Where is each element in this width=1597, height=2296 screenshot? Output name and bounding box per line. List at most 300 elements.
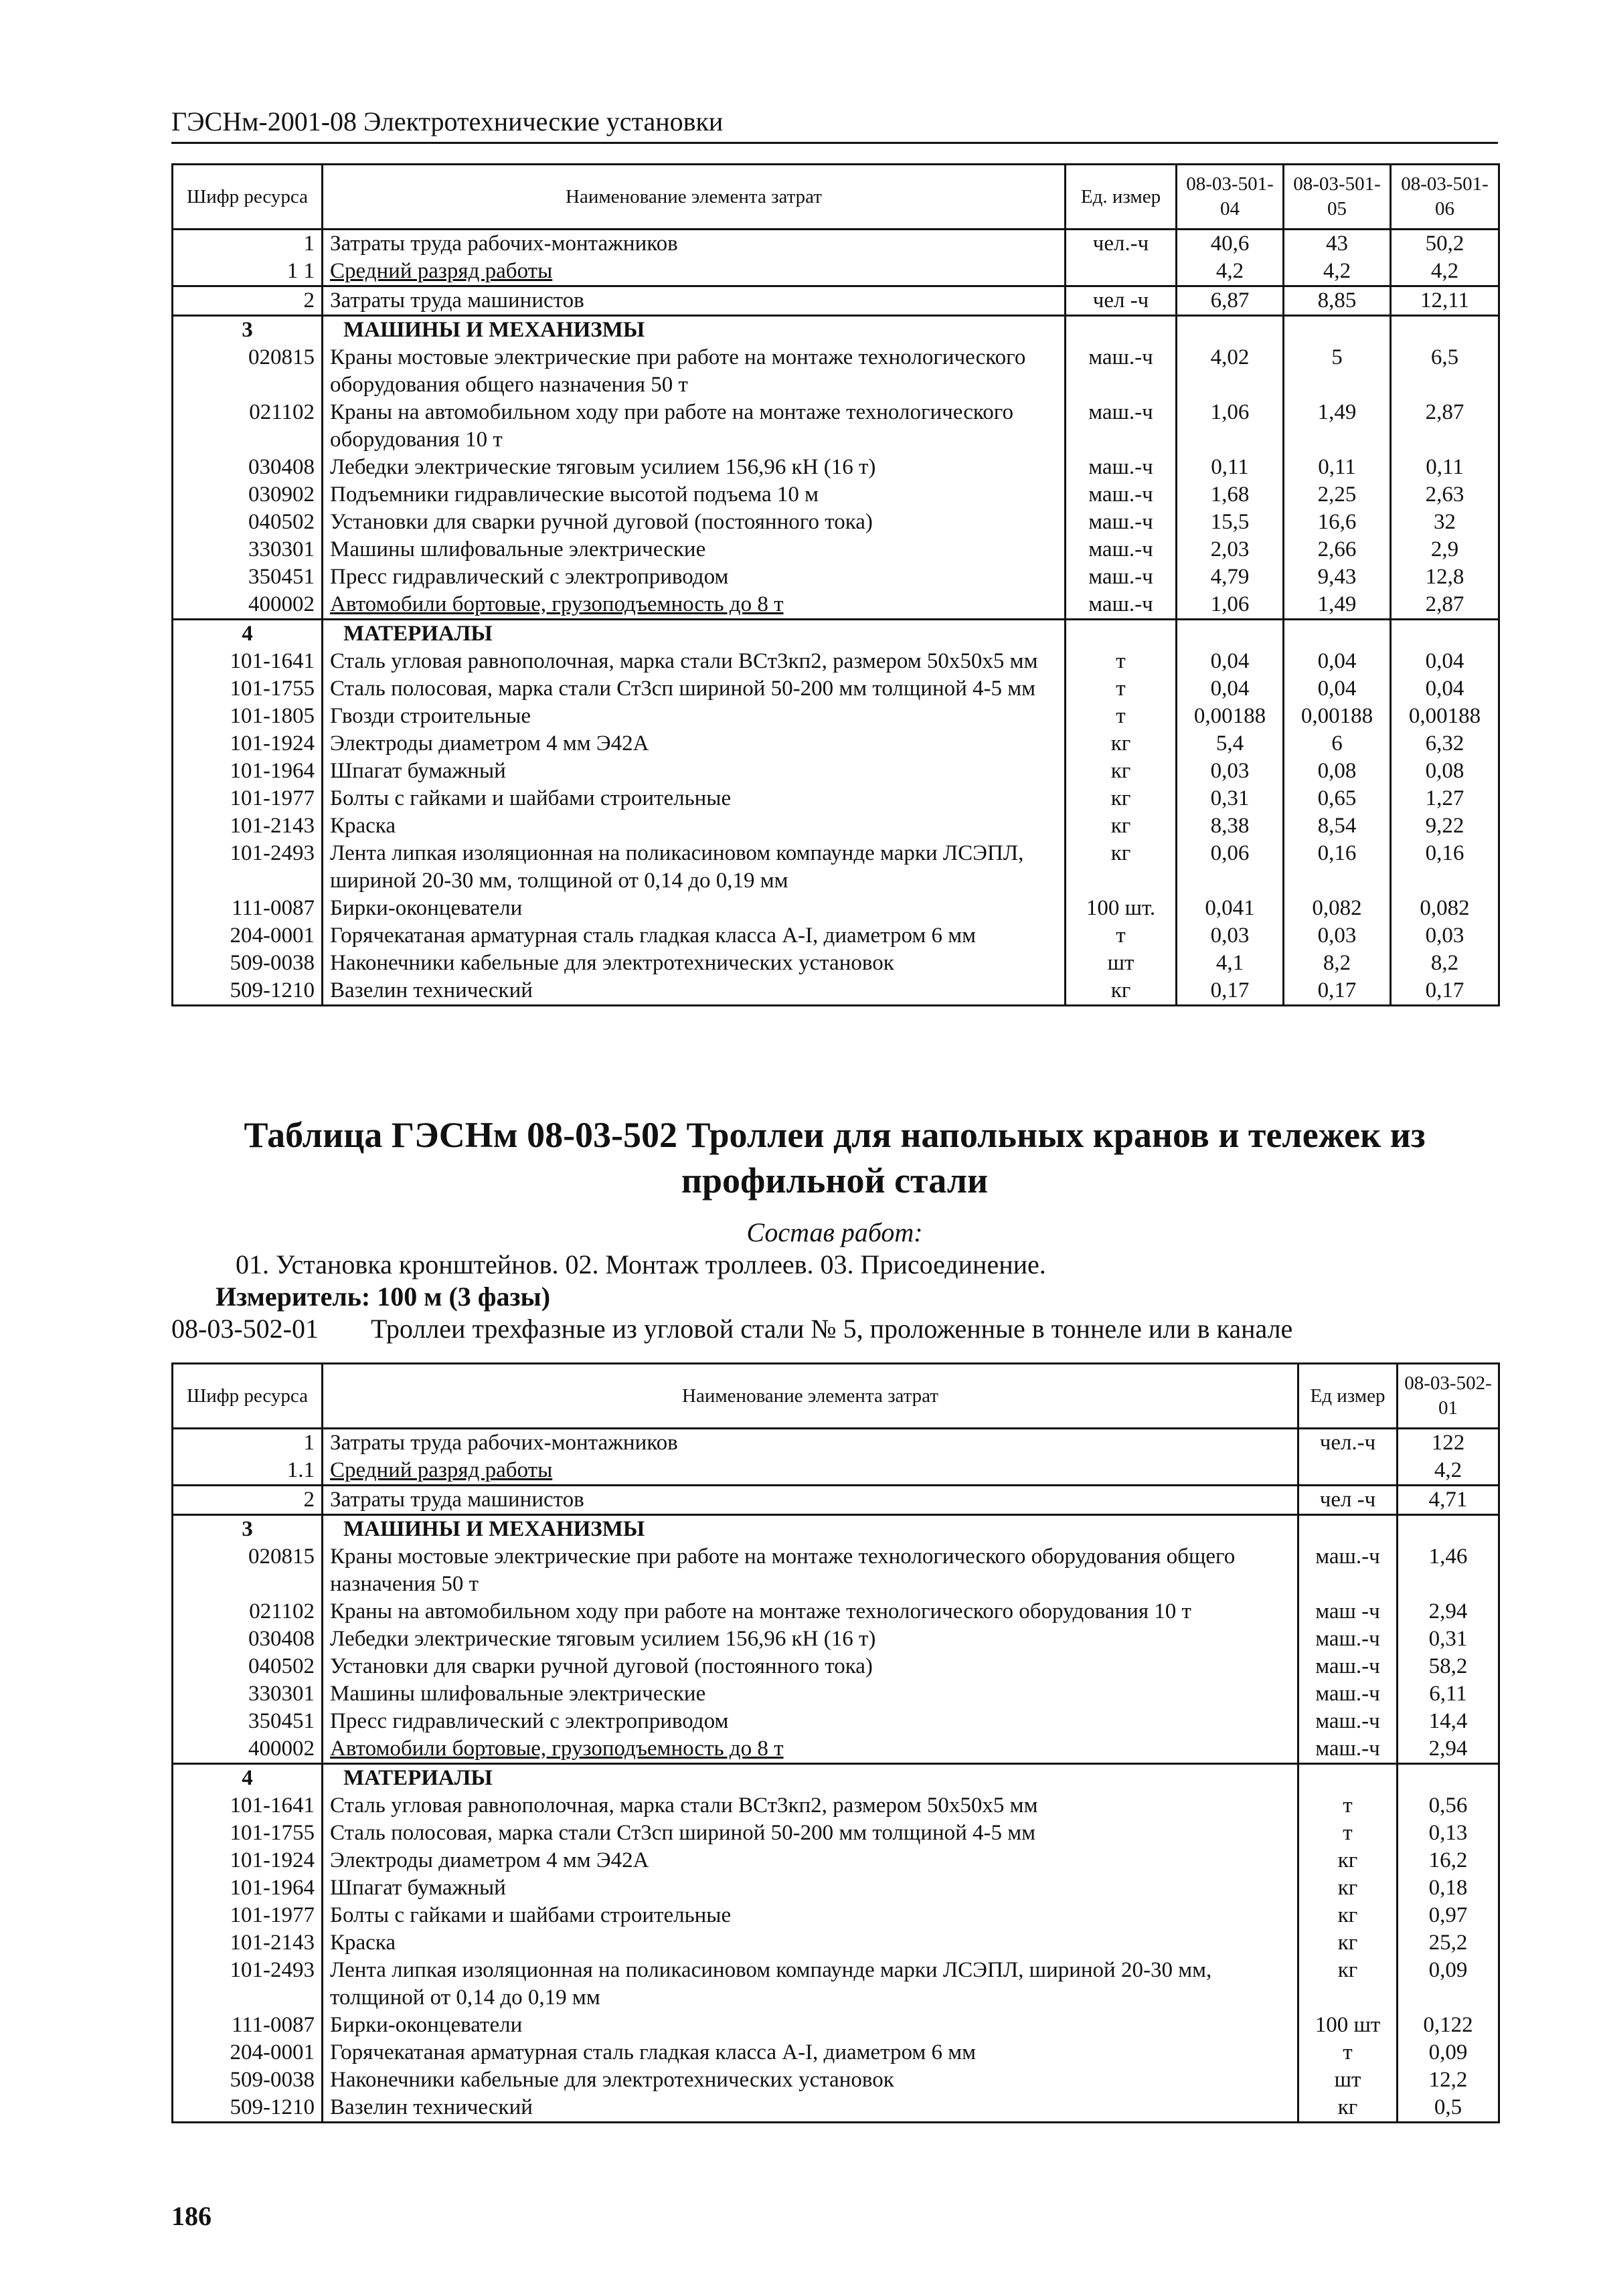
value-cell: 50,2 — [1391, 230, 1499, 258]
value-cell: 0,11 — [1284, 454, 1391, 481]
resource-name-cell: Лебедки электрические тяговым усилием 156,96 кН (16 т) — [323, 1625, 1298, 1653]
resource-code-cell: 101-1977 — [173, 1902, 323, 1929]
resource-name-cell: Электроды диаметром 4 мм Э42А — [323, 730, 1066, 758]
unit-cell: маш -ч — [1298, 1598, 1398, 1625]
resource-name-cell: Средний разряд работы — [323, 1457, 1298, 1486]
table-row — [173, 730, 1499, 758]
value-cell: 1,46 — [1398, 1543, 1499, 1598]
unit-cell — [1066, 258, 1177, 286]
header-code: Шифр ресурса — [173, 165, 323, 230]
table-row — [173, 785, 1499, 812]
resource-name-cell: Автомобили бортовые, грузоподъемность до 8 т — [323, 591, 1066, 620]
value-cell — [1398, 1515, 1499, 1544]
value-cell: 0,04 — [1284, 648, 1391, 675]
value-cell: 0,04 — [1391, 675, 1499, 703]
item-code: 08-03-502-01 — [171, 1314, 319, 1344]
table-row — [173, 675, 1499, 703]
table-row — [173, 950, 1499, 977]
value-cell: 0,041 — [1177, 895, 1284, 922]
value-cell: 1,49 — [1284, 399, 1391, 454]
table-header-row — [173, 1364, 1499, 1429]
unit-cell: маш.-ч — [1298, 1543, 1398, 1598]
value-cell: 0,5 — [1398, 2094, 1499, 2123]
value-cell: 2,66 — [1284, 536, 1391, 563]
table-row — [173, 230, 1499, 258]
table-row — [173, 1625, 1499, 1653]
value-cell: 0,17 — [1284, 977, 1391, 1006]
resource-code-cell: 101-2493 — [173, 840, 323, 895]
value-cell: 43 — [1284, 230, 1391, 258]
value-cell: 0,17 — [1391, 977, 1499, 1006]
resource-name-cell: Краны мостовые электрические при работе на монтаже технологического оборудования общего назначения 50 т — [323, 344, 1066, 399]
value-cell: 0,56 — [1398, 1792, 1499, 1820]
resource-name-cell: Лента липкая изоляционная на поликасиновом компаунде марки ЛСЭПЛ, шириной 20-30 мм, толщиной от 0,14 до 0,19 мм — [323, 1957, 1298, 2012]
resource-code-cell: 1 — [173, 230, 323, 258]
value-cell: 0,082 — [1284, 895, 1391, 922]
value-cell — [1284, 316, 1391, 345]
resource-code-cell: 101-1964 — [173, 758, 323, 785]
resource-code-cell: 101-2143 — [173, 812, 323, 840]
value-cell: 0,122 — [1398, 2012, 1499, 2039]
value-cell: 6,11 — [1398, 1680, 1499, 1708]
header-col-502-01: 08-03-502-01 — [1398, 1364, 1499, 1429]
unit-cell: маш.-ч — [1298, 1653, 1398, 1680]
unit-cell: чел.-ч — [1066, 230, 1177, 258]
resource-name-cell: Машины шлифовальные электрические — [323, 536, 1066, 563]
header-code: Шифр ресурса — [173, 1364, 323, 1429]
unit-cell: т — [1298, 1792, 1398, 1820]
resource-name-cell: Шпагат бумажный — [323, 1874, 1298, 1902]
unit-cell — [1298, 1515, 1398, 1544]
value-cell: 2,9 — [1391, 536, 1499, 563]
resource-code-cell: 101-1977 — [173, 785, 323, 812]
resource-code-cell: 101-2143 — [173, 1929, 323, 1957]
unit-cell: кг — [1066, 758, 1177, 785]
value-cell: 2,03 — [1177, 536, 1284, 563]
resource-name-cell: Пресс гидравлический с электроприводом — [323, 563, 1066, 591]
table-row — [173, 1735, 1499, 1764]
unit-cell: кг — [1066, 785, 1177, 812]
table-row — [173, 1957, 1499, 2012]
table-row — [173, 536, 1499, 563]
header-name: Наименование элемента затрат — [323, 1364, 1298, 1429]
unit-cell: маш.-ч — [1298, 1625, 1398, 1653]
page-number: 186 — [171, 2201, 212, 2231]
resource-code-cell: 4 — [173, 620, 323, 648]
resource-name-cell: МАТЕРИАЛЫ — [323, 1764, 1298, 1793]
resource-name-cell: Бирки-оконцеватели — [323, 895, 1066, 922]
value-cell: 0,16 — [1391, 840, 1499, 895]
value-cell: 8,85 — [1284, 286, 1391, 316]
value-cell — [1177, 620, 1284, 648]
value-cell: 2,87 — [1391, 591, 1499, 620]
resource-code-cell: 030408 — [173, 454, 323, 481]
table-row — [173, 977, 1499, 1006]
unit-cell: кг — [1298, 1847, 1398, 1874]
unit-cell: т — [1298, 2039, 1398, 2066]
resource-code-cell: 509-1210 — [173, 2094, 323, 2123]
resource-code-cell: 030902 — [173, 481, 323, 509]
resource-name-cell: Наконечники кабельные для электротехнических установок — [323, 2066, 1298, 2094]
resource-code-cell: 021102 — [173, 1598, 323, 1625]
resource-code-cell: 040502 — [173, 1653, 323, 1680]
table-row — [173, 509, 1499, 536]
unit-cell: маш.-ч — [1298, 1708, 1398, 1735]
resource-code-cell: 040502 — [173, 509, 323, 536]
value-cell: 5 — [1284, 344, 1391, 399]
resource-name-cell: Краны мостовые электрические при работе на монтаже технологического оборудования общего назначения 50 т — [323, 1543, 1298, 1598]
resource-name-cell: Гвозди строительные — [323, 703, 1066, 730]
resource-code-cell: 020815 — [173, 1543, 323, 1598]
table-row — [173, 1792, 1499, 1820]
unit-cell: кг — [1298, 1957, 1398, 2012]
resource-name-cell: Затраты труда рабочих-монтажников — [323, 230, 1066, 258]
header-col-501-04: 08-03-501-04 — [1177, 165, 1284, 230]
resource-name-cell: МАШИНЫ И МЕХАНИЗМЫ — [323, 316, 1066, 345]
resource-code-cell: 101-1924 — [173, 730, 323, 758]
table-row — [173, 344, 1499, 399]
value-cell: 8,2 — [1284, 950, 1391, 977]
value-cell: 4,2 — [1284, 258, 1391, 286]
resource-name-cell: Краны на автомобильном ходу при работе на монтаже технологического оборудования 10 т — [323, 399, 1066, 454]
value-cell: 4,2 — [1391, 258, 1499, 286]
unit-cell: маш.-ч — [1298, 1735, 1398, 1764]
resource-name-cell: Затраты труда машинистов — [323, 286, 1066, 316]
resource-name-cell: Вазелин технический — [323, 2094, 1298, 2123]
value-cell: 0,16 — [1284, 840, 1391, 895]
value-cell: 1,27 — [1391, 785, 1499, 812]
value-cell: 0,09 — [1398, 1957, 1499, 2012]
table-row — [173, 481, 1499, 509]
resource-code-cell: 4 — [173, 1764, 323, 1793]
unit-cell: 100 шт. — [1066, 895, 1177, 922]
table-row — [173, 2012, 1499, 2039]
resource-code-cell: 101-1755 — [173, 1820, 323, 1847]
unit-cell: маш.-ч — [1066, 563, 1177, 591]
unit-cell: 100 шт — [1298, 2012, 1398, 2039]
resource-name-cell: Сталь полосовая, марка стали Ст3сп шириной 50-200 мм толщиной 4-5 мм — [323, 1820, 1298, 1847]
unit-cell: кг — [1298, 1929, 1398, 1957]
unit-cell — [1066, 620, 1177, 648]
resource-name-cell: Горячекатаная арматурная сталь гладкая класса А-I, диаметром 6 мм — [323, 922, 1066, 950]
value-cell: 40,6 — [1177, 230, 1284, 258]
value-cell: 6,32 — [1391, 730, 1499, 758]
table-title: Таблица ГЭСНм 08-03-502 Троллеи для напольных кранов и тележек из профильной стали — [244, 1115, 1426, 1201]
table-row — [173, 1820, 1499, 1847]
resource-name-cell: Установки для сварки ручной дуговой (постоянного тока) — [323, 509, 1066, 536]
value-cell: 0,082 — [1391, 895, 1499, 922]
resource-table-502 — [171, 1362, 1500, 2123]
value-cell: 8,38 — [1177, 812, 1284, 840]
resource-name-cell: Краска — [323, 1929, 1298, 1957]
table-row — [173, 1457, 1499, 1486]
value-cell: 0,97 — [1398, 1902, 1499, 1929]
unit-cell: маш.-ч — [1066, 454, 1177, 481]
resource-code-cell: 509-0038 — [173, 2066, 323, 2094]
resource-name-cell: Сталь полосовая, марка стали Ст3сп шириной 50-200 мм толщиной 4-5 мм — [323, 675, 1066, 703]
table-row — [173, 2094, 1499, 2123]
table-row — [173, 1653, 1499, 1680]
composition-label: Состав работ: — [746, 1217, 923, 1247]
value-cell: 6 — [1284, 730, 1391, 758]
value-cell: 25,2 — [1398, 1929, 1499, 1957]
unit-cell: маш.-ч — [1066, 399, 1177, 454]
table-body — [173, 1429, 1499, 2123]
value-cell: 0,03 — [1391, 922, 1499, 950]
table-row — [173, 1847, 1499, 1874]
unit-cell: кг — [1298, 2094, 1398, 2123]
unit-cell: т — [1066, 648, 1177, 675]
resource-name-cell: Установки для сварки ручной дуговой (постоянного тока) — [323, 1653, 1298, 1680]
resource-name-cell: Лебедки электрические тяговым усилием 156,96 кН (16 т) — [323, 454, 1066, 481]
table-row — [173, 1902, 1499, 1929]
unit-cell: кг — [1066, 812, 1177, 840]
unit-cell: чел -ч — [1066, 286, 1177, 316]
unit-cell: маш.-ч — [1066, 509, 1177, 536]
table-row — [173, 895, 1499, 922]
value-cell — [1284, 620, 1391, 648]
table-row — [173, 1708, 1499, 1735]
value-cell: 6,87 — [1177, 286, 1284, 316]
table-row — [173, 1680, 1499, 1708]
resource-code-cell: 111-0087 — [173, 2012, 323, 2039]
unit-cell: чел.-ч — [1298, 1429, 1398, 1458]
value-cell: 0,03 — [1177, 922, 1284, 950]
value-cell — [1177, 316, 1284, 345]
running-head: ГЭСНм-2001-08 Электротехнические установки — [171, 106, 1498, 144]
value-cell: 2,94 — [1398, 1598, 1499, 1625]
value-cell: 4,2 — [1398, 1457, 1499, 1486]
table-row — [173, 454, 1499, 481]
table-row — [173, 620, 1499, 648]
table-body — [173, 230, 1499, 1006]
value-cell: 0,04 — [1391, 648, 1499, 675]
unit-cell: шт — [1066, 950, 1177, 977]
table-row — [173, 703, 1499, 730]
table-row — [173, 1874, 1499, 1902]
resource-name-cell: Автомобили бортовые, грузоподъемность до 8 т — [323, 1735, 1298, 1764]
table-row — [173, 2066, 1499, 2094]
value-cell: 0,04 — [1177, 675, 1284, 703]
value-cell: 16,6 — [1284, 509, 1391, 536]
header-col-501-06: 08-03-501-06 — [1391, 165, 1499, 230]
item-line — [171, 1313, 1498, 1345]
value-cell: 5,4 — [1177, 730, 1284, 758]
resource-name-cell: Затраты труда рабочих-монтажников — [323, 1429, 1298, 1458]
value-cell: 0,00188 — [1391, 703, 1499, 730]
value-cell: 0,04 — [1284, 675, 1391, 703]
value-cell: 0,04 — [1177, 648, 1284, 675]
value-cell: 0,18 — [1398, 1874, 1499, 1902]
unit-cell: кг — [1066, 840, 1177, 895]
unit-cell: маш.-ч — [1066, 591, 1177, 620]
value-cell — [1391, 316, 1499, 345]
resource-code-cell: 3 — [173, 316, 323, 345]
value-cell: 6,5 — [1391, 344, 1499, 399]
table-row — [173, 286, 1499, 316]
value-cell: 2,87 — [1391, 399, 1499, 454]
resource-name-cell: Сталь угловая равнополочная, марка стали ВСт3кп2, размером 50х50х5 мм — [323, 648, 1066, 675]
value-cell: 0,13 — [1398, 1820, 1499, 1847]
value-cell: 8,2 — [1391, 950, 1499, 977]
value-cell — [1398, 1764, 1499, 1793]
resource-code-cell: 101-1805 — [173, 703, 323, 730]
resource-code-cell: 101-1641 — [173, 648, 323, 675]
value-cell: 2,94 — [1398, 1735, 1499, 1764]
resource-name-cell: Подъемники гидравлические высотой подъема 10 м — [323, 481, 1066, 509]
unit-cell: маш.-ч — [1066, 536, 1177, 563]
resource-name-cell: Затраты труда машинистов — [323, 1486, 1298, 1515]
resource-code-cell: 2 — [173, 1486, 323, 1515]
value-cell: 0,31 — [1177, 785, 1284, 812]
resource-code-cell: 400002 — [173, 1735, 323, 1764]
unit-cell: чел -ч — [1298, 1486, 1398, 1515]
value-cell: 0,03 — [1177, 758, 1284, 785]
composition-text: 01. Установка кронштейнов. 02. Монтаж троллеев. 03. Присоединение. — [236, 1249, 1046, 1279]
unit-cell: кг — [1298, 1902, 1398, 1929]
header-unit: Ед измер — [1298, 1364, 1398, 1429]
item-text: Троллеи трехфазные из угловой стали № 5, проложенные в тоннеле или в канале — [371, 1314, 1293, 1344]
value-cell: 0,31 — [1398, 1625, 1499, 1653]
resource-code-cell: 2 — [173, 286, 323, 316]
resource-code-cell: 3 — [173, 1515, 323, 1544]
resource-name-cell: Электроды диаметром 4 мм Э42А — [323, 1847, 1298, 1874]
value-cell: 9,22 — [1391, 812, 1499, 840]
unit-cell — [1298, 1764, 1398, 1793]
table-row — [173, 1543, 1499, 1598]
unit-cell — [1298, 1457, 1398, 1486]
value-cell: 122 — [1398, 1429, 1499, 1458]
unit-cell: кг — [1066, 730, 1177, 758]
resource-name-cell: Вазелин технический — [323, 977, 1066, 1006]
resource-code-cell: 1.1 — [173, 1457, 323, 1486]
resource-code-cell: 1 1 — [173, 258, 323, 286]
table-row — [173, 399, 1499, 454]
value-cell: 12,2 — [1398, 2066, 1499, 2094]
resource-name-cell: Наконечники кабельные для электротехнических установок — [323, 950, 1066, 977]
unit-cell: т — [1298, 1820, 1398, 1847]
unit-cell — [1066, 316, 1177, 345]
value-cell: 14,4 — [1398, 1708, 1499, 1735]
value-cell: 1,49 — [1284, 591, 1391, 620]
value-cell: 0,65 — [1284, 785, 1391, 812]
table-row — [173, 1764, 1499, 1793]
value-cell: 12,8 — [1391, 563, 1499, 591]
value-cell: 1,06 — [1177, 591, 1284, 620]
resource-code-cell: 350451 — [173, 1708, 323, 1735]
resource-name-cell: МАШИНЫ И МЕХАНИЗМЫ — [323, 1515, 1298, 1544]
value-cell: 16,2 — [1398, 1847, 1499, 1874]
value-cell: 0,08 — [1391, 758, 1499, 785]
resource-code-cell: 400002 — [173, 591, 323, 620]
value-cell: 8,54 — [1284, 812, 1391, 840]
value-cell: 1,06 — [1177, 399, 1284, 454]
resource-code-cell: 330301 — [173, 536, 323, 563]
resource-name-cell: МАТЕРИАЛЫ — [323, 620, 1066, 648]
table-header-row — [173, 165, 1499, 230]
value-cell: 4,2 — [1177, 258, 1284, 286]
table-row — [173, 2039, 1499, 2066]
value-cell: 12,11 — [1391, 286, 1499, 316]
resource-name-cell: Сталь угловая равнополочная, марка стали ВСт3кп2, размером 50х50х5 мм — [323, 1792, 1298, 1820]
resource-code-cell: 030408 — [173, 1625, 323, 1653]
table-row — [173, 812, 1499, 840]
resource-name-cell: Шпагат бумажный — [323, 758, 1066, 785]
resource-name-cell: Средний разряд работы — [323, 258, 1066, 286]
header-unit: Ед. измер — [1066, 165, 1177, 230]
value-cell: 0,11 — [1391, 454, 1499, 481]
resource-code-cell: 101-1755 — [173, 675, 323, 703]
unit-cell: кг — [1066, 977, 1177, 1006]
resource-name-cell: Машины шлифовальные электрические — [323, 1680, 1298, 1708]
table-row — [173, 758, 1499, 785]
resource-code-cell: 509-0038 — [173, 950, 323, 977]
resource-name-cell: Болты с гайками и шайбами строительные — [323, 1902, 1298, 1929]
value-cell: 9,43 — [1284, 563, 1391, 591]
resource-name-cell: Пресс гидравлический с электроприводом — [323, 1708, 1298, 1735]
resource-code-cell: 101-2493 — [173, 1957, 323, 2012]
value-cell: 0,11 — [1177, 454, 1284, 481]
unit-cell: маш.-ч — [1298, 1680, 1398, 1708]
resource-code-cell: 509-1210 — [173, 977, 323, 1006]
table-row — [173, 840, 1499, 895]
value-cell: 0,06 — [1177, 840, 1284, 895]
value-cell: 0,03 — [1284, 922, 1391, 950]
value-cell: 15,5 — [1177, 509, 1284, 536]
resource-code-cell: 101-1964 — [173, 1874, 323, 1902]
unit-cell: т — [1066, 703, 1177, 730]
resource-code-cell: 350451 — [173, 563, 323, 591]
resource-code-cell: 1 — [173, 1429, 323, 1458]
table-row — [173, 1429, 1499, 1458]
value-cell: 4,71 — [1398, 1486, 1499, 1515]
value-cell: 2,63 — [1391, 481, 1499, 509]
unit-cell: т — [1066, 675, 1177, 703]
table-row — [173, 316, 1499, 345]
resource-name-cell: Горячекатаная арматурная сталь гладкая класса А-I, диаметром 6 мм — [323, 2039, 1298, 2066]
value-cell: 0,17 — [1177, 977, 1284, 1006]
table-row — [173, 563, 1499, 591]
resource-code-cell: 204-0001 — [173, 2039, 323, 2066]
table-row — [173, 258, 1499, 286]
resource-code-cell: 204-0001 — [173, 922, 323, 950]
resource-name-cell: Краска — [323, 812, 1066, 840]
unit-cell: кг — [1298, 1874, 1398, 1902]
table-row — [173, 591, 1499, 620]
value-cell: 4,02 — [1177, 344, 1284, 399]
value-cell: 32 — [1391, 509, 1499, 536]
measure-unit: Измеритель: 100 м (3 фазы) — [216, 1282, 551, 1312]
unit-cell: маш.-ч — [1066, 344, 1177, 399]
resource-code-cell: 020815 — [173, 344, 323, 399]
resource-code-cell: 330301 — [173, 1680, 323, 1708]
header-col-501-05: 08-03-501-05 — [1284, 165, 1391, 230]
value-cell: 1,68 — [1177, 481, 1284, 509]
table-row — [173, 922, 1499, 950]
resource-table-501 — [171, 163, 1500, 1006]
table-row — [173, 1929, 1499, 1957]
value-cell: 0,09 — [1398, 2039, 1499, 2066]
table-row — [173, 1515, 1499, 1544]
value-cell: 0,08 — [1284, 758, 1391, 785]
value-cell: 2,25 — [1284, 481, 1391, 509]
unit-cell: шт — [1298, 2066, 1398, 2094]
value-cell: 58,2 — [1398, 1653, 1499, 1680]
table-row — [173, 648, 1499, 675]
resource-code-cell: 111-0087 — [173, 895, 323, 922]
value-cell — [1391, 620, 1499, 648]
header-name: Наименование элемента затрат — [323, 165, 1066, 230]
